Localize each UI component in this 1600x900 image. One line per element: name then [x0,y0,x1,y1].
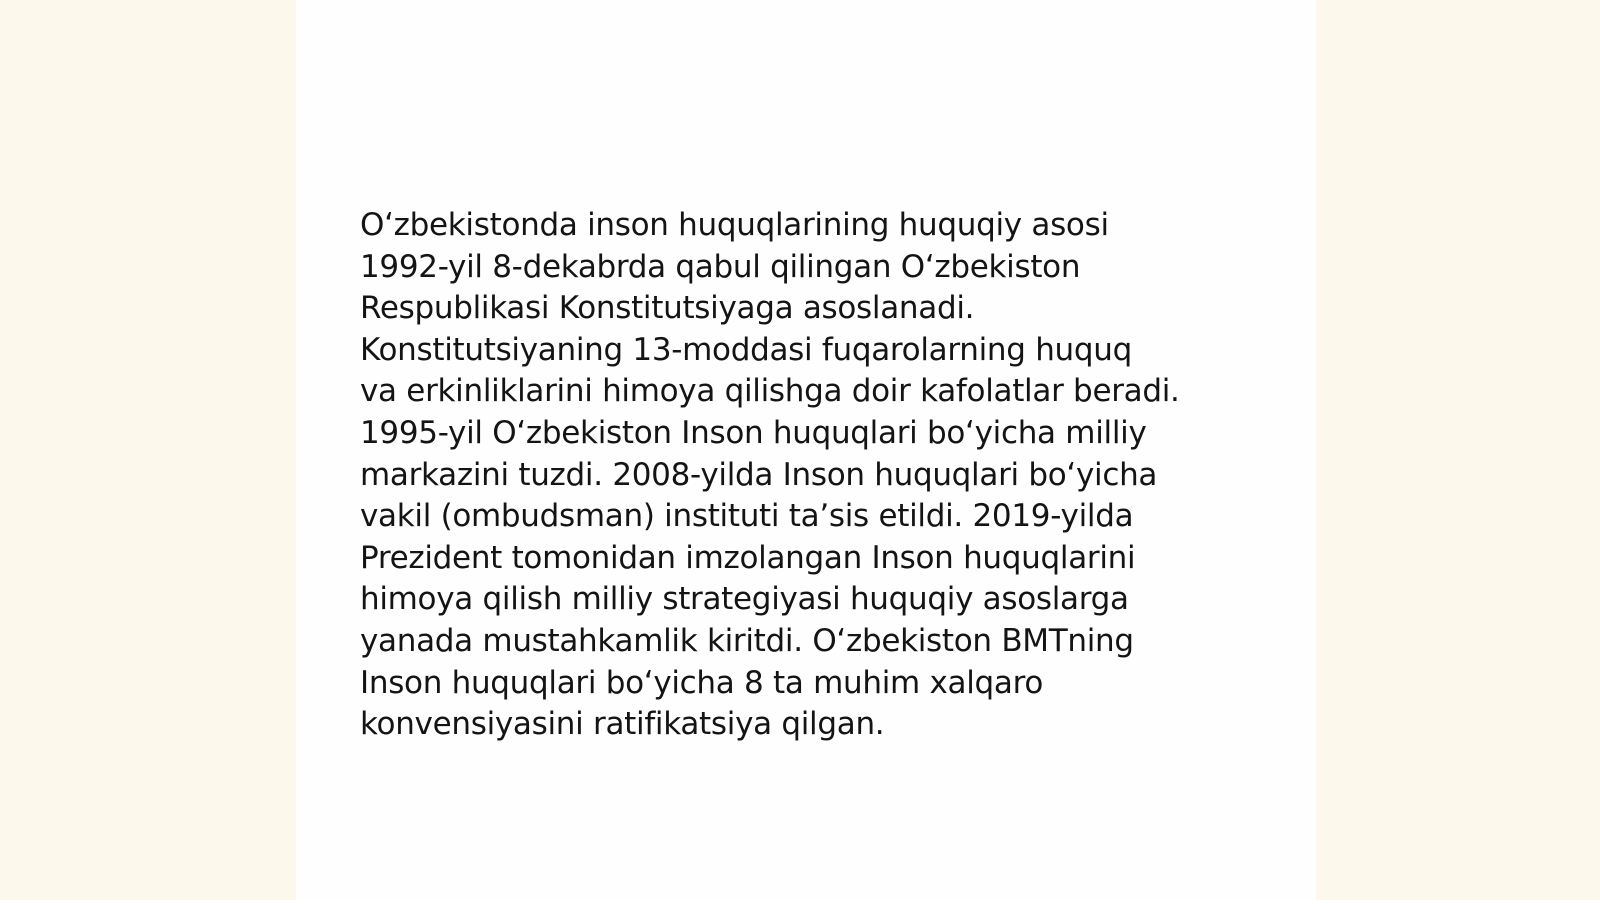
paragraph-line: Inson huquqlari bo‘yicha 8 ta muhim xalqaro [360,664,1044,701]
paragraph-line: himoya qilish milliy strategiyasi huquqiy asoslarga [360,581,1129,618]
paragraph-line: konvensiyasini ratifikatsiya qilgan. [360,706,885,743]
paragraph-line: markazini tuzdi. 2008-yilda Inson huquqlari bo‘yicha [360,456,1158,493]
paragraph-line: Konstitutsiyaning 13-moddasi fuqarolarning huquq [360,331,1132,368]
paragraph-line: Respublikasi Konstitutsiyaga asoslanadi. [360,290,975,327]
paragraph-line: vakil (ombudsman) instituti ta’sis etildi. 2019-yilda [360,498,1134,535]
paragraph-line: O‘zbekistonda inson huquqlarining huquqiy asosi [360,207,1109,243]
slide-body-paragraph [360,205,1260,746]
paragraph-line: va erkinliklarini himoya qilishga doir kafolatlar beradi. [360,373,1180,410]
paragraph-line: 1992-yil 8-dekabrda qabul qilingan O‘zbekiston [360,248,1081,285]
paragraph-line: 1995-yil O‘zbekiston Inson huquqlari bo‘yicha milliy [360,414,1147,451]
paragraph-line: yanada mustahkamlik kiritdi. O‘zbekiston BMTning [360,622,1134,659]
slide-canvas [296,0,1316,900]
paragraph-line: Prezident tomonidan imzolangan Inson huquqlarini [360,539,1136,576]
